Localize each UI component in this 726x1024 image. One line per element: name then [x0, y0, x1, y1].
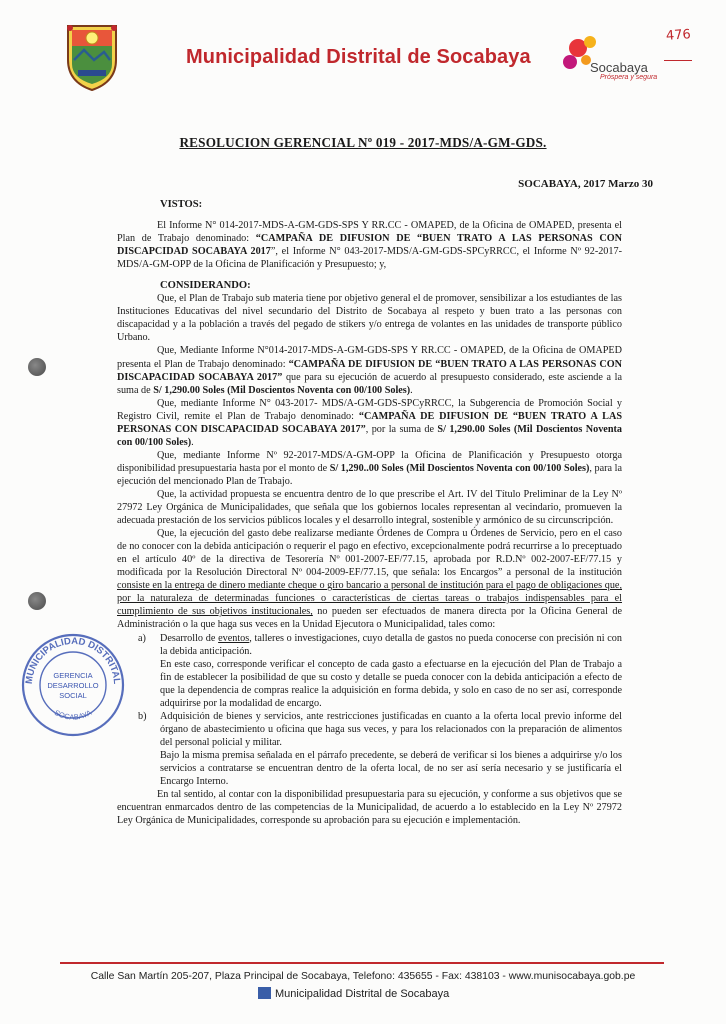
footer-address: Calle San Martín 205-207, Plaza Principal de Socabaya, Telefono: 435655 - Fax: 438103 - www.munisocabaya.gob.pe — [90, 971, 636, 982]
place-date: SOCABAYA, 2017 Marzo 30 — [518, 178, 653, 190]
municipal-crest-icon — [60, 20, 124, 92]
handwritten-underline — [664, 60, 692, 61]
list-item: b) Adquisición de bienes y servicios, ante restricciones justificadas en cuanto a la oferta local previo informe del órgano de abastecimiento u oficina que haga sus veces, y para los relacionados con la preparación de alimentos del personal policial y militar. Bajo la misma premisa señalada en el párrafo precedente, se deberá de verificar si los bienes a adquirirse y/o los servicios a contratarse se encuentran dentro de la oferta local, de no ser así sería necesario y se justificaría el Encargo Interno. — [138, 710, 622, 788]
considerando-paragraph-5: Que, la actividad propuesta se encuentra dentro de lo que prescribe el Art. IV del Título Preliminar de la Ley Nº 27972 Ley Orgánica de Municipalidades, que señala que los gobiernos locales representan al vecindario, promueven la adecuada prestación de los servicios públicos locales y el desarrollo integral, sostenible y armónico de su circunscripción. — [117, 488, 622, 527]
punch-hole-bottom — [28, 592, 46, 610]
considerando-paragraph-2: Que, Mediante Informe N°014-2017-MDS-A-GM-GDS-SPS Y RR.CC - OMAPED, de la Oficina de OMAPED presenta el Plan de Trabajo denominado: “CAMPAÑA DE DIFUSION DE “BUEN TRATO A LAS PERSONAS CON DISCAPACIDAD SOCABAYA 2017” que para su ejecución de acuerdo al presupuesto considerado, este asciende a la suma de S/ 1,290.00 Soles (Mil Doscientos Noventa con 00/100 Soles). — [117, 345, 622, 396]
svg-text:DESARROLLO: DESARROLLO — [47, 681, 99, 690]
logo-wordmark: Socabaya — [590, 60, 648, 75]
resolution-title: RESOLUCION GERENCIAL Nº 019 - 2017-MDS/A-GM-GDS. — [179, 135, 547, 150]
municipality-title: Municipalidad Distrital de Socabaya — [186, 46, 531, 68]
considerando-heading: CONSIDERANDO: — [160, 280, 251, 292]
svg-text:SOCABAYA: SOCABAYA — [52, 707, 94, 722]
list-item: a) Desarrollo de eventos, talleres o investigaciones, cuyo detalla de gastos no pueda conocerse con precisión ni con la debida anticipación. En este caso, corresponde verificar el concepto de cada gasto a efectuarse en la ejecución del Plan de Trabajo a fin de establecer la posibilidad de que su costo y detalle se pueda conocer con la debida anticipación a efecto de que la dependencia de compras realice la adquisición en forma debida, y solo en caso de no ser así, corresponde adquirirse por la modalidad de encargo. — [138, 632, 622, 709]
footer-divider — [60, 962, 664, 964]
considerando-paragraph-1: Que, el Plan de Trabajo sub materia tiene por objetivo general el de promover, sensibilizar a los estudiantes de las Instituciones Educativas del nivel secundario del Distrito de Socabaya al respeto y buen trato a las personas con discapacidad y a la población a través del pegado de stikers y/o entrega de volantes en las unidades de transporte público Urbano. — [117, 293, 622, 344]
logo-tagline: Próspera y segura — [600, 74, 658, 81]
considerando-paragraph-3: Que, mediante Informe N° 043-2017- MDS/A-GM-GDS-SPCyRRCC, la Subgerencia de Promoción Social y Registro Civil, remite el Plan de Trabajo denominado: “CAMPAÑA DE DIFUSION DE “BUEN TRATO A LAS PERSONAS CON DISCAPACIDAD SOCABAYA 2017”, por la suma de S/ 1,290.00 Soles (Mil Doscientos Noventa con 00/100 Soles). — [117, 397, 622, 448]
considerando-paragraph-4: Que, mediante Informe Nº 92-2017-MDS/A-GM-OPP la Oficina de Planificación y Presupuesto otorga disponibilidad presupuestaria hasta por el monto de S/ 1,290..00 Soles (Mil Doscientos Noventa con 00/100 Soles), para la ejecución del mencionado Plan de Trabajo. — [117, 449, 623, 487]
svg-text:MUNICIPALIDAD DISTRITAL: MUNICIPALIDAD DISTRITAL — [23, 635, 123, 685]
punch-hole-top — [28, 358, 46, 376]
document-body — [117, 198, 622, 827]
gerencia-stamp-icon — [18, 630, 128, 740]
vistos-paragraph: El Informe N° 014-2017-MDS-A-GM-GDS-SPS Y RR.CC - OMAPED, de la Oficina de OMAPED, presenta el Plan de Trabajo denominado: “CAMPAÑA DE DIFUSION DE “BUEN TRATO A LAS PERSONAS CON DISCAPCIDAD SOCABAYA 2017”, el Informe N° 043-2017-MDS/A-GM-GDS-SPCyRRCC, el Informe Nº 92-2017-MDS/A-GM-OPP de la Oficina de Planificación y Presupuesto; y, — [117, 220, 622, 271]
svg-text:SOCIAL: SOCIAL — [59, 691, 87, 700]
svg-text:GERENCIA: GERENCIA — [53, 671, 93, 680]
considerando-paragraph-6: Que, la ejecución del gasto debe realizarse mediante Órdenes de Compra u Órdenes de Servicio, pero en el caso de no conocer con la debida anticipación o requerir el pago en efectivo, excepcionalmente podrá recurrirse a lo preceptuado en el artículo 40º de la directiva de Tesorería Nº 001-2007-EF/77.15, aprobada por R.D.Nº 002-2007-EF/77.15 y modificada por la Resolución Directoral Nº 004-2009-EF/77.15, que señala: los Encargos” a personal de la institución consiste en la entrega de dinero mediante cheque o giro bancario a personal de institución para el pago de obligaciones que, por la naturaleza de determinadas funciones o características de ciertas tareas o trabajos indispensables para el cumplimiento de sus objetivos institucionales, no pueden ser efectuados de manera directa por la Oficina General de Administración o la que haga sus veces en la Unidad Ejecutora o Municipalidad, tales como: — [117, 528, 622, 631]
footer-logo-icon — [258, 987, 271, 999]
conditions-list — [117, 632, 622, 789]
vistos-heading: VISTOS: — [160, 199, 203, 210]
considerando-paragraph-7: En tal sentido, al contar con la disponibilidad presupuestaria para su ejecución, y conforme a sus objetivos que se encuentran enmarcados dentro de las competencias de la Municipalidad, de acuerdo a lo establecido en la Ley Nº 27972 Ley Orgánica de Municipalidades, corresponde su aprobación para su ejecución e implementación. — [117, 789, 622, 827]
handwritten-folio-number: 476 — [665, 27, 692, 44]
footer-brand: Municipalidad Distrital de Socabaya — [258, 987, 449, 1000]
